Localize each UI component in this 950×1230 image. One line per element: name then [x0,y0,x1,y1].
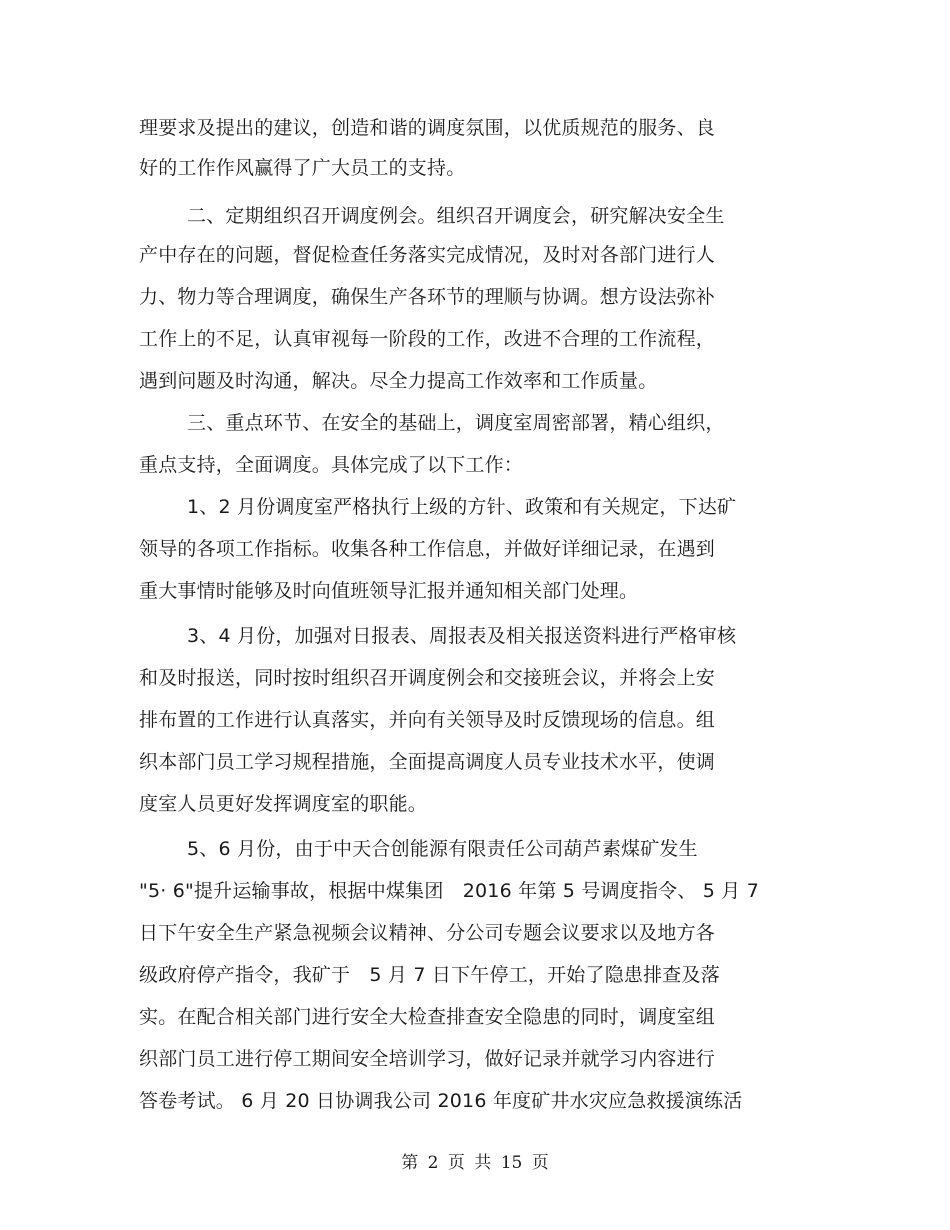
text-line: 力、物力等合理调度，确保生产各环节的理顺与协调。想方设法弥补 [139,286,716,308]
text-line: 二、定期组织召开调度例会。组织召开调度会，研究解决安全生 [187,205,725,227]
text-line: 3、4 月份，加强对日报表、周报表及相关报送资料进行严格审核 [187,625,737,647]
text-line: 度室人员更好发挥调度室的职能。 [139,793,428,815]
text-line: 领导的各项工作指标。收集各种工作信息，并做好详细记录，在遇到 [139,538,716,560]
text-line: 级政府停产指令，我矿于 5 月 7 日下午停工，开始了隐患排查及落 [139,964,720,986]
text-line: 排布置的工作进行认真落实，并向有关领导及时反馈现场的信息。组 [139,709,716,731]
text-line: 1、2 月份调度室严格执行上级的方针、政策和有关规定，下达矿 [187,496,737,518]
text-line: 遇到问题及时沟通，解决。尽全力提高工作效率和工作质量。 [139,370,658,392]
text-line: 5、6 月份，由于中天合创能源有限责任公司葫芦素煤矿发生 [187,838,698,860]
text-line: 产中存在的问题，督促检查任务落实完成情况，及时对各部门进行人 [139,244,716,266]
page-number: 第 2 页 共 15 页 [401,1153,549,1173]
text-line: 织本部门员工学习规程措施，全面提高调度人员专业技术水平，使调 [139,751,716,773]
text-line: "5· 6"提升运输事故，根据中煤集团 2016 年第 5 号调度指令、 5 月 7 [139,880,759,902]
text-line: 三、重点环节、在安全的基础上，调度室周密部署，精心组织， [187,412,725,434]
text-line: 工作上的不足，认真审视每一阶段的工作，改进不合理的工作流程， [139,328,716,350]
text-line: 答卷考试。 6 月 20 日协调我公司 2016 年度矿井水灾应急救援演练活 [139,1090,743,1112]
text-line: 重点支持，全面调度。具体完成了以下工作： [139,454,524,476]
text-line: 和及时报送，同时按时组织召开调度例会和交接班会议，并将会上安 [139,667,716,689]
text-line: 日下午安全生产紧急视频会议精神、分公司专题会议要求以及地方各 [139,922,716,944]
text-line: 好的工作作风赢得了广大员工的支持。 [139,157,466,179]
text-line: 理要求及提出的建议，创造和谐的调度氛围，以优质规范的服务、良 [139,117,716,139]
text-line: 织部门员工进行停工期间安全培训学习，做好记录并就学习内容进行 [139,1048,716,1070]
text-line: 实。在配合相关部门进行安全大检查排查安全隐患的同时，调度室组 [139,1006,716,1028]
text-line: 重大事情时能够及时向值班领导汇报并通知相关部门处理。 [139,580,639,602]
